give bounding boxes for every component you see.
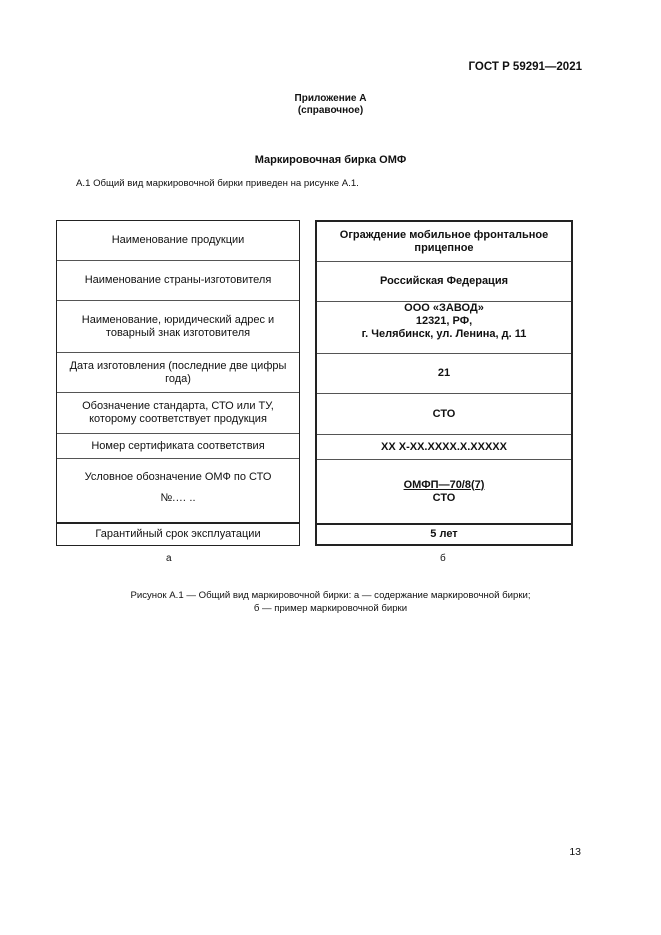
intro-paragraph: А.1 Общий вид маркировочной бирки приведен на рисунке А.1. <box>76 178 359 189</box>
table-a-label: а <box>166 553 172 564</box>
table-a-row: Наименование продукции <box>111 234 245 246</box>
product-name-cell: Ограждение мобильное фронтальное прицепное <box>339 228 549 254</box>
caption-line: б — пример маркировочной бирки <box>253 603 408 614</box>
caption-line: Рисунок А.1 — Общий вид маркировочной бирки: а — содержание маркировочной бирки; <box>130 590 531 601</box>
warranty-cell: 5 лет <box>430 527 458 540</box>
table-a-row: Условное обозначение ОМФ по СТО №.… .. <box>84 470 272 504</box>
table-a-row: Дата изготовления (последние две цифры года) <box>69 359 287 385</box>
table-b-label: б <box>440 553 446 564</box>
year-cell: 21 <box>437 367 451 379</box>
label-content-table <box>56 220 300 546</box>
designation-placeholder: №.… .. <box>160 491 196 504</box>
label-example-table <box>315 220 573 546</box>
table-a-row: Номер сертификата соответствия <box>91 439 265 452</box>
designation-cell: ОМФП—70/8(7) СТО <box>403 478 485 504</box>
table-a-row: Обозначение стандарта, СТО или ТУ, которому соответствует продукция <box>82 400 274 425</box>
standard-code: ГОСТ Р 59291—2021 <box>468 61 582 73</box>
annex-subtitle: (справочное) <box>297 105 364 116</box>
table-a-row: Гарантийный срок эксплуатации <box>95 527 261 540</box>
annex-heading <box>0 93 661 117</box>
standard-cell: СТО <box>432 407 456 420</box>
certificate-cell: ХХ Х-ХХ.ХХХХ.Х.ХХХХХ <box>381 440 507 453</box>
annex-title: Приложение А <box>294 93 367 104</box>
table-a-row: Наименование, юридический адрес и товарный знак изготовителя <box>81 313 275 339</box>
page-number: 13 <box>569 846 581 858</box>
section-title: Маркировочная бирка ОМФ <box>254 154 407 166</box>
country-cell: Российская Федерация <box>380 275 508 287</box>
figure-caption <box>0 589 661 615</box>
table-a-row: Наименование страны-изготовителя <box>84 274 272 286</box>
manufacturer-cell: ООО «ЗАВОД» 12321, РФ, г. Челябинск, ул. Ленина, д. 11 <box>361 302 527 340</box>
